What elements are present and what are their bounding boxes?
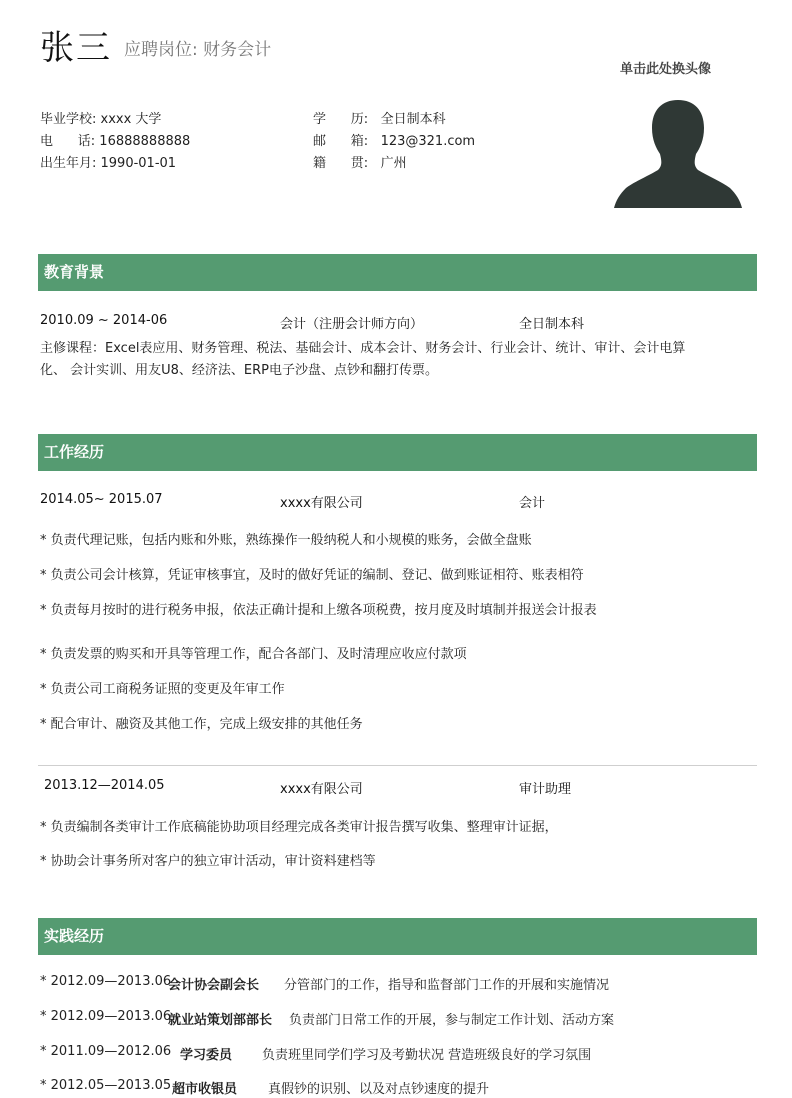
- practice-period: * 2012.09—2013.06: [40, 1009, 172, 1024]
- practice-period: * 2012.09—2013.06: [40, 974, 172, 989]
- education-major: 会计（注册会计师方向）: [280, 317, 424, 332]
- job2-company: xxxx有限公司: [280, 782, 363, 797]
- practice-desc: 负责班里同学们学习及考勤状况 营造班级良好的学习氛围: [262, 1048, 592, 1063]
- education-courses-line1: 主修课程：Excel表应用、财务管理、税法、基础会计、成本会计、财务会计、行业会计、统计、审计、会计电算: [40, 341, 686, 356]
- job1-company: xxxx有限公司: [280, 496, 363, 511]
- info-origin: 籍 贯: 广州: [313, 156, 407, 171]
- practice-role: 超市收银员: [172, 1082, 238, 1097]
- practice-desc: 真假钞的识别、以及对点钞速度的提升: [268, 1082, 490, 1097]
- job1-duty: * 负责代理记账，包括内账和外账，熟练操作一般纳税人和小规模的账务，会做全盘账: [40, 533, 532, 548]
- job1-duty: * 负责每月按时的进行税务申报，依法正确计提和上缴各项税费，按月度及时填制并报送会计报表: [40, 603, 597, 618]
- info-school: 毕业学校: xxxx 大学: [40, 112, 162, 127]
- job1-period: 2014.05~ 2015.07: [40, 492, 163, 507]
- education-courses-line2: 化、 会计实训、用友U8、经济法、ERP电子沙盘、点钞和翻打传票。: [40, 363, 439, 378]
- info-degree: 学 历: 全日制本科: [313, 112, 446, 127]
- job-divider: [38, 765, 757, 766]
- practice-period: * 2011.09—2012.06: [40, 1044, 172, 1059]
- job-position: 应聘岗位: 财务会计: [124, 40, 272, 60]
- education-period: 2010.09 ~ 2014-06: [40, 313, 168, 328]
- practice-period: * 2012.05—2013.05: [40, 1078, 172, 1093]
- candidate-name: 张三: [40, 28, 112, 68]
- practice-desc: 负责部门日常工作的开展，参与制定工作计划、活动方案: [289, 1013, 615, 1028]
- job2-duty: * 协助会计事务所对客户的独立审计活动，审计资料建档等: [40, 854, 376, 869]
- avatar-change-hint[interactable]: 单击此处换头像: [620, 62, 712, 77]
- section-work-title: 工作经历: [38, 434, 757, 471]
- avatar-silhouette-icon[interactable]: [612, 96, 744, 208]
- job2-period: 2013.12—2014.05: [44, 778, 165, 793]
- practice-role: 学习委员: [180, 1048, 233, 1063]
- practice-role: 就业站策划部部长: [168, 1013, 273, 1028]
- job1-duty: * 负责公司会计核算，凭证审核事宜，及时的做好凭证的编制、登记、做到账证相符、账表相符: [40, 568, 584, 583]
- job1-duty: * 配合审计、融资及其他工作，完成上级安排的其他任务: [40, 717, 363, 732]
- job2-duty: * 负责编制各类审计工作底稿能协助项目经理完成各类审计报告撰写收集、整理审计证据，: [40, 820, 558, 835]
- practice-desc: 分管部门的工作，指导和监督部门工作的开展和实施情况: [284, 978, 610, 993]
- info-birth: 出生年月: 1990-01-01: [40, 156, 177, 171]
- job1-duty: * 负责公司工商税务证照的变更及年审工作: [40, 682, 285, 697]
- job2-role: 审计助理: [519, 782, 572, 797]
- section-education-title: 教育背景: [38, 254, 757, 291]
- info-email: 邮 箱: 123@321.com: [313, 134, 476, 149]
- job1-role: 会计: [519, 496, 546, 511]
- section-practice-title: 实践经历: [38, 918, 757, 955]
- info-phone: 电 话: 16888888888: [40, 134, 191, 149]
- education-type: 全日制本科: [519, 317, 585, 332]
- job1-duty: * 负责发票的购买和开具等管理工作，配合各部门、及时清理应收应付款项: [40, 647, 467, 662]
- practice-role: 会计协会副会长: [168, 978, 260, 993]
